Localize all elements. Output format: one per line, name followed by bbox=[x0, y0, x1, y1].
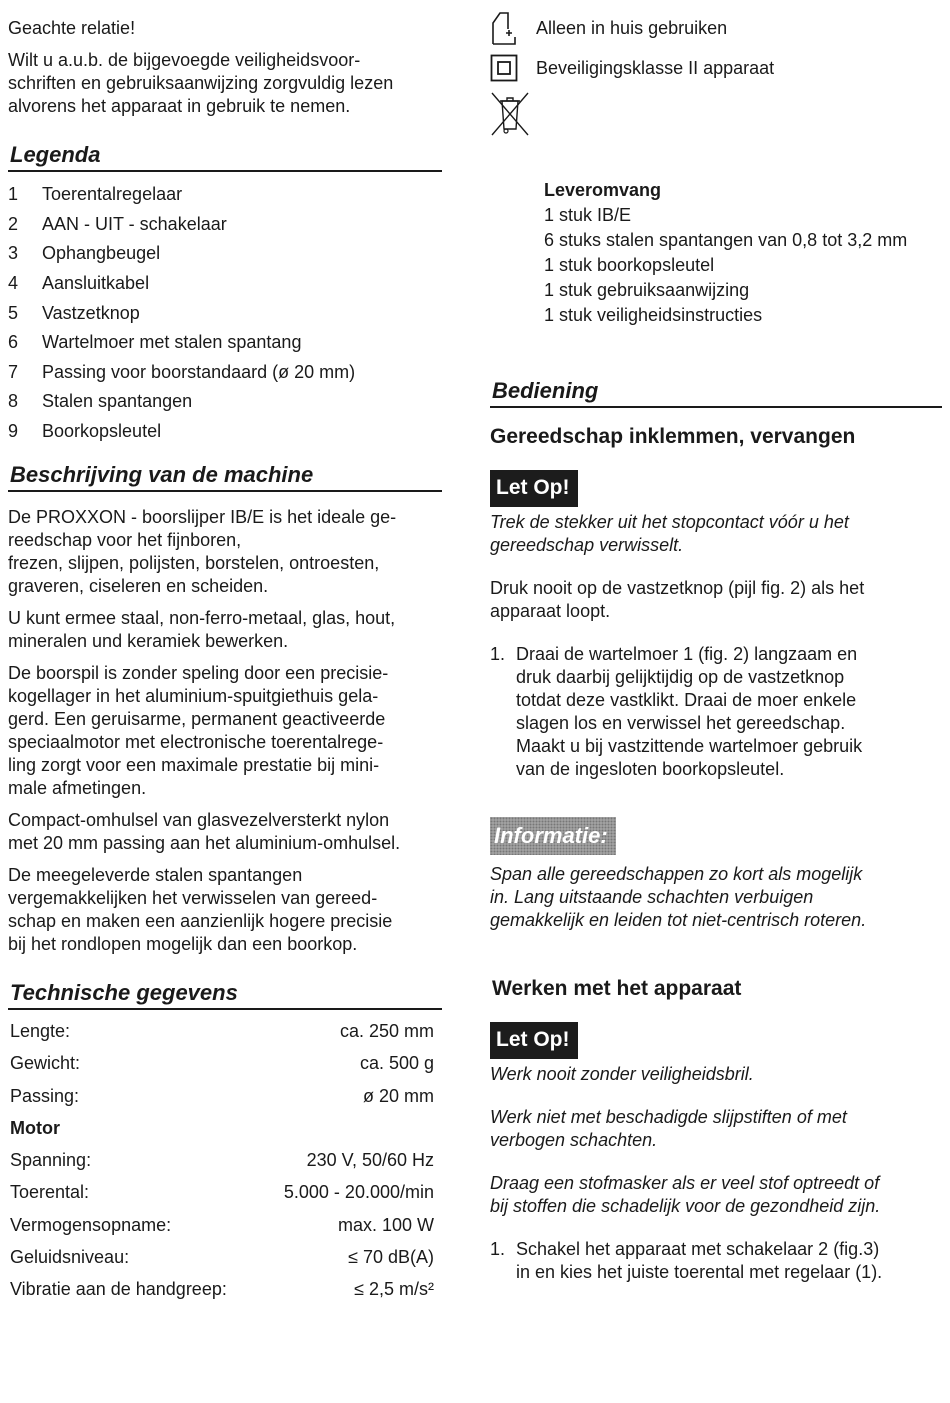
legend-item bbox=[8, 298, 442, 328]
description-paragraph: U kunt ermee staal, non-ferro-metaal, glas, hout, mineralen und keramiek bewerken. bbox=[8, 608, 396, 652]
technical-row bbox=[8, 1177, 442, 1209]
technical-row bbox=[8, 1048, 442, 1080]
technical-row bbox=[8, 1274, 442, 1306]
technical-value: max. 100 W bbox=[337, 1214, 434, 1235]
working-subheading: Werken met het apparaat bbox=[492, 977, 742, 1000]
working-warning-text: Draag een stofmasker als er veel stof optreedt of bij stoffen die schadelijk voor de gezondheid zijn. bbox=[490, 1173, 881, 1216]
delivery-item: 6 stuks stalen spantangen van 0,8 tot 3,2 mm bbox=[544, 230, 908, 250]
tools-note: Druk nooit op de vastzetknop (pijl fig. 2) als het apparaat loopt. bbox=[490, 578, 865, 621]
operation-heading: Bediening bbox=[490, 378, 942, 408]
legend-item-number: 7 bbox=[8, 361, 19, 382]
legend-list bbox=[8, 180, 442, 446]
step-text: Schakel het apparaat met schakelaar 2 (fig.3) in en kies het juiste toerental met regelaar (1). bbox=[516, 1239, 883, 1282]
technical-row bbox=[8, 1080, 442, 1112]
tools-warning bbox=[490, 470, 942, 507]
legend-item-label: Aansluitkabel bbox=[42, 273, 150, 294]
technical-label: Toerental: bbox=[10, 1182, 90, 1203]
info-text: Span alle gereedschappen zo kort als mogelijk in. Lang uitstaande schachten verbuigen gemakkelijk en leiden tot niet-centrisch roteren. bbox=[490, 864, 867, 930]
crossed-bin-icon bbox=[490, 91, 536, 137]
legend-item-label: AAN - UIT - schakelaar bbox=[42, 213, 227, 234]
technical-label: Motor bbox=[10, 1117, 60, 1138]
symbol-row bbox=[490, 48, 942, 88]
description-heading: Beschrijving van de machine bbox=[8, 462, 442, 492]
legend-item-number: 3 bbox=[8, 243, 19, 264]
technical-value: ø 20 mm bbox=[362, 1085, 434, 1106]
info-badge: Informatie: bbox=[490, 817, 616, 855]
legend-item-number: 5 bbox=[8, 302, 19, 323]
delivery-item: 1 stuk veiligheidsinstructies bbox=[544, 305, 763, 325]
delivery-item: 1 stuk IB/E bbox=[544, 205, 632, 225]
double-insulation-icon bbox=[490, 54, 536, 82]
step-number: 1. bbox=[490, 644, 506, 664]
legend-heading: Legenda bbox=[8, 142, 442, 172]
description-paragraph: Compact-omhulsel van glasvezelversterkt nylon met 20 mm passing aan het aluminium-omhulsel. bbox=[8, 810, 401, 854]
warning-badge: Let Op! bbox=[490, 470, 578, 507]
technical-value: 230 V, 50/60 Hz bbox=[306, 1150, 434, 1171]
legend-item bbox=[8, 269, 442, 299]
symbol-class2-text: Beveiligingsklasse II apparaat bbox=[536, 57, 775, 78]
legend-item bbox=[8, 358, 442, 388]
house-icon bbox=[490, 11, 536, 45]
legend-item bbox=[8, 417, 442, 447]
technical-value: ca. 250 mm bbox=[339, 1020, 434, 1041]
technical-label: Geluidsniveau: bbox=[10, 1247, 130, 1268]
working-warning bbox=[490, 1022, 942, 1059]
tools-warning-text: Trek de stekker uit het stopcontact vóór u het gereedschap verwisselt. bbox=[490, 512, 849, 555]
technical-row bbox=[8, 1145, 442, 1177]
legend-item-number: 9 bbox=[8, 421, 19, 442]
warning-badge: Let Op! bbox=[490, 1022, 578, 1059]
delivery-heading: Leveromvang bbox=[544, 180, 662, 200]
legend-item bbox=[8, 328, 442, 358]
legend-item-number: 1 bbox=[8, 184, 19, 205]
legend-item-number: 4 bbox=[8, 273, 19, 294]
working-warning-text: Werk nooit zonder veiligheidsbril. bbox=[490, 1064, 754, 1084]
legend-item-label: Toerentalregelaar bbox=[42, 184, 183, 205]
tools-subheading: Gereedschap inklemmen, vervangen bbox=[490, 425, 856, 448]
legend-item bbox=[8, 180, 442, 210]
intro-text: Wilt u a.u.b. de bijgevoegde veiligheidsvoor- schriften en gebruiksaanwijzing zorgvuldig lezen alvorens het apparaat in gebruik te nemen. bbox=[8, 50, 394, 116]
working-warning-text: Werk niet met beschadigde slijpstiften of met verbogen schachten. bbox=[490, 1107, 847, 1150]
technical-label: Lengte: bbox=[10, 1020, 71, 1041]
technical-row bbox=[8, 1209, 442, 1241]
technical-value: ≤ 2,5 m/s² bbox=[354, 1279, 434, 1300]
working-step bbox=[490, 1238, 942, 1284]
symbols-block bbox=[490, 8, 942, 140]
legend-item-number: 2 bbox=[8, 213, 19, 234]
right-column bbox=[490, 0, 942, 1284]
technical-table bbox=[8, 1015, 442, 1306]
description-paragraph: De boorspil is zonder speling door een precisie- kogellager in het aluminium-spuitgiethuis gela- gerd. Een geruisarme, permanent geactiveerde speciaalmotor met electronische toerentalrege- ling zorgt voor een maximale prestatie bij mini- male afmetingen. bbox=[8, 663, 389, 799]
legend-item-number: 6 bbox=[8, 332, 19, 353]
technical-value: ≤ 70 dB(A) bbox=[348, 1247, 434, 1268]
legend-item bbox=[8, 210, 442, 240]
technical-label: Vibratie aan de handgreep: bbox=[10, 1279, 227, 1300]
technical-value: ca. 500 g bbox=[359, 1053, 434, 1074]
legend-item-number: 8 bbox=[8, 391, 19, 412]
technical-label: Gewicht: bbox=[10, 1053, 81, 1074]
technical-row bbox=[8, 1241, 442, 1273]
delivery-item: 1 stuk boorkopsleutel bbox=[544, 255, 715, 275]
delivery-block bbox=[490, 178, 942, 328]
step-text: Draai de wartelmoer 1 (fig. 2) langzaam en druk daarbij gelijktijdig op de vastzetknop totdat deze vastklikt. Draai de moer enkele slagen los en verwissel het gereedschap. Maakt u bij vastzittende wartelmoer gebruik van de ingesloten boorkopsleutel. bbox=[516, 644, 863, 779]
technical-label: Passing: bbox=[10, 1085, 80, 1106]
greeting: Geachte relatie! bbox=[8, 18, 136, 38]
legend-item-label: Wartelmoer met stalen spantang bbox=[42, 332, 302, 353]
legend-item-label: Stalen spantangen bbox=[42, 391, 193, 412]
legend-item-label: Vastzetknop bbox=[42, 302, 140, 323]
symbol-row bbox=[490, 8, 942, 48]
delivery-item: 1 stuk gebruiksaanwijzing bbox=[544, 280, 750, 300]
technical-label: Spanning: bbox=[10, 1150, 92, 1171]
left-column bbox=[8, 0, 442, 1306]
description-paragraph: De meegeleverde stalen spantangen vergemakkelijken het verwisselen van gereed- schap en maken een aanzienlijk hogere precisie bij het rondlopen mogelijk dan een boorkop. bbox=[8, 865, 393, 955]
legend-item bbox=[8, 239, 442, 269]
technical-section-label bbox=[8, 1112, 442, 1144]
step-number: 1. bbox=[490, 1239, 506, 1259]
symbol-indoor-text: Alleen in huis gebruiken bbox=[536, 17, 728, 38]
technical-label: Vermogensopname: bbox=[10, 1214, 172, 1235]
description-paragraph: De PROXXON - boorslijper IB/E is het ideale ge- reedschap voor het fijnboren, frezen, slijpen, polijsten, borstelen, ontroesten, graveren, ciseleren en scheiden. bbox=[8, 507, 397, 597]
legend-item-label: Boorkopsleutel bbox=[42, 421, 162, 442]
legend-item bbox=[8, 387, 442, 417]
technical-heading: Technische gegevens bbox=[8, 980, 442, 1010]
legend-item-label: Ophangbeugel bbox=[42, 243, 161, 264]
symbol-row bbox=[490, 88, 942, 140]
info-block bbox=[490, 817, 942, 855]
legend-item-label: Passing voor boorstandaard (ø 20 mm) bbox=[42, 361, 356, 382]
tools-step bbox=[490, 643, 942, 781]
technical-row bbox=[8, 1015, 442, 1047]
technical-value: 5.000 - 20.000/min bbox=[283, 1182, 434, 1203]
